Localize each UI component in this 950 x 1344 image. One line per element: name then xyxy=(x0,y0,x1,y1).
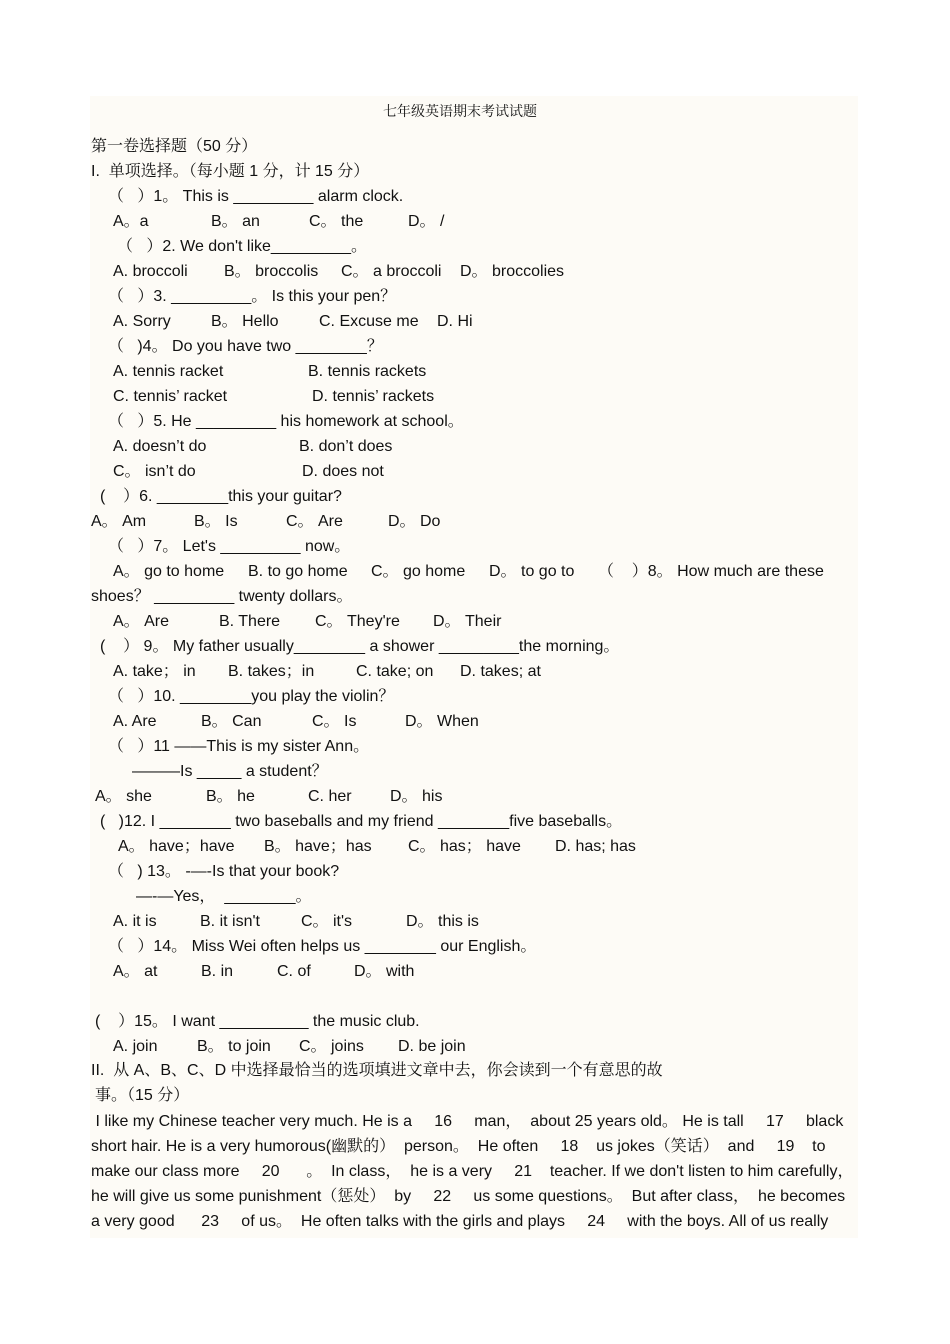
option: B。 an xyxy=(211,213,260,230)
section2-heading: II. 从 A、B、C、D 中选择最恰当的选项填进文章中去，你会读到一个有意思的故 xyxy=(91,1062,663,1079)
option: A. take； in xyxy=(113,663,196,680)
option: D。 Their xyxy=(433,613,502,630)
question-stem: （ ）5. He _________ his homework at school。 xyxy=(108,413,464,430)
option: D。 When xyxy=(405,713,479,730)
option: A。 Am xyxy=(91,513,147,530)
option: B。 Can xyxy=(201,713,262,730)
option: C。 Is xyxy=(312,713,357,730)
option: A。 go to home xyxy=(113,563,225,580)
option: C。 isn’t do xyxy=(113,463,196,480)
question-stem: （ )4。 Do you have two ________？ xyxy=(108,338,383,355)
question-stem: （ ）3. _________。 Is this your pen？ xyxy=(108,288,397,305)
option: B. tennis rackets xyxy=(308,363,427,380)
option: D。 this is xyxy=(406,913,479,930)
option: C。 They're xyxy=(315,613,400,630)
option: C。 go home xyxy=(371,563,466,580)
option: A。 Are xyxy=(113,613,170,630)
question-stem: （ ）10. ________you play the violin？ xyxy=(108,688,395,705)
option: D。 his xyxy=(390,788,443,805)
exam-paper xyxy=(90,96,858,1238)
question-stem: （ ）1。 This is _________ alarm clock. xyxy=(108,188,404,205)
option: C. take; on xyxy=(356,663,434,680)
passage-line: a very good 23 of us。 He often talks with the girls and plays 24 with the boys. All of us really xyxy=(91,1213,829,1230)
option: D. has; has xyxy=(555,838,636,855)
question-stem: ( ） 9。 My father usually________ a shower _________the morning。 xyxy=(100,638,620,655)
question-stem: ( ）15。 I want __________ the music club. xyxy=(95,1013,420,1030)
section1-heading: I. 单项选择。（每小题 1 分，计 15 分） xyxy=(91,163,370,180)
option: A。 she xyxy=(95,788,152,805)
option: B。 he xyxy=(206,788,255,805)
option: D。 to go to xyxy=(489,563,575,580)
question-stem-cont: —-—Yes， ________。 xyxy=(136,888,312,905)
option: B。 to join xyxy=(197,1038,271,1055)
option: D。 with xyxy=(354,963,415,980)
option: C. of xyxy=(277,963,311,980)
option: C。 a broccoli xyxy=(341,263,442,280)
passage-line: he will give us some punishment（惩处） by 22 us some questions。 But after class， he becomes xyxy=(91,1188,846,1205)
section2-heading-cont: 事。（15 分） xyxy=(95,1087,190,1104)
page-title: 七年级英语期末考试试题 xyxy=(383,104,537,120)
option: B. it isn't xyxy=(200,913,260,930)
question-stem: （ ）14。 Miss Wei often helps us ________ our English。 xyxy=(108,938,537,955)
option: C。 it's xyxy=(301,913,353,930)
question-stem: （ ) 13。 -—-Is that your book? xyxy=(108,863,340,880)
option: C. her xyxy=(308,788,352,805)
option: B。 Hello xyxy=(211,313,279,330)
option: D。 broccolies xyxy=(460,263,565,280)
option: B。 have；has xyxy=(264,838,372,855)
option: D. tennis’ rackets xyxy=(312,388,435,405)
option: A。 have；have xyxy=(118,838,235,855)
option: B. don’t does xyxy=(299,438,393,455)
option: C。 has； have xyxy=(408,838,521,855)
passage-line: short hair. He is a very humorous(幽默的） person。 He often 18 us jokes（笑话） and 19 to xyxy=(91,1138,826,1155)
option: B. to go home xyxy=(248,563,348,580)
option: D. takes; at xyxy=(460,663,541,680)
option: A. doesn’t do xyxy=(113,438,207,455)
option: A。 at xyxy=(113,963,158,980)
part1-heading: 第一卷选择题（50 分） xyxy=(91,138,258,155)
option: A. broccoli xyxy=(113,263,188,280)
option: A. it is xyxy=(113,913,157,930)
question-stem: （ ）8。 How much are these xyxy=(598,563,824,580)
option: D。 Do xyxy=(388,513,441,530)
option: C。 joins xyxy=(299,1038,364,1055)
option: C。 Are xyxy=(286,513,343,530)
passage-line: I like my Chinese teacher very much. He is a 16 man， about 25 years old。 He is tall 17 black xyxy=(91,1113,844,1130)
option: C. tennis’ racket xyxy=(113,388,228,405)
question-stem: （ ）11 ——This is my sister Ann。 xyxy=(108,738,370,755)
option: C。 the xyxy=(309,213,364,230)
question-stem: （ ）7。 Let's _________ now。 xyxy=(108,538,351,555)
option: A. tennis racket xyxy=(113,363,224,380)
option: A. join xyxy=(113,1038,158,1055)
option: B. in xyxy=(201,963,234,980)
option: D. Hi xyxy=(437,313,473,330)
option: D。 / xyxy=(408,213,445,230)
option: A. Are xyxy=(113,713,157,730)
question-stem-cont: shoes？ _________ twenty dollars。 xyxy=(91,588,353,605)
question-stem: ( )12. I ________ two baseballs and my friend ________five baseballs。 xyxy=(100,813,623,830)
question-stem-cont: ———Is _____ a student？ xyxy=(132,763,328,780)
option: B. There xyxy=(219,613,281,630)
passage-line: make our class more 20 。 In class， he is a very 21 teacher. If we don't listen to him carefully， xyxy=(91,1163,854,1180)
option: D. be join xyxy=(398,1038,466,1055)
option: D. does not xyxy=(302,463,384,480)
option: B。 broccolis xyxy=(224,263,319,280)
option: A. Sorry xyxy=(113,313,171,330)
option: C. Excuse me xyxy=(319,313,419,330)
question-stem: ( ）6. ________this your guitar? xyxy=(100,488,342,505)
option: B. takes；in xyxy=(228,663,315,680)
option: A。a xyxy=(113,213,149,230)
question-stem: （ ）2. We don't like_________。 xyxy=(117,238,368,255)
option: B。 Is xyxy=(194,513,238,530)
